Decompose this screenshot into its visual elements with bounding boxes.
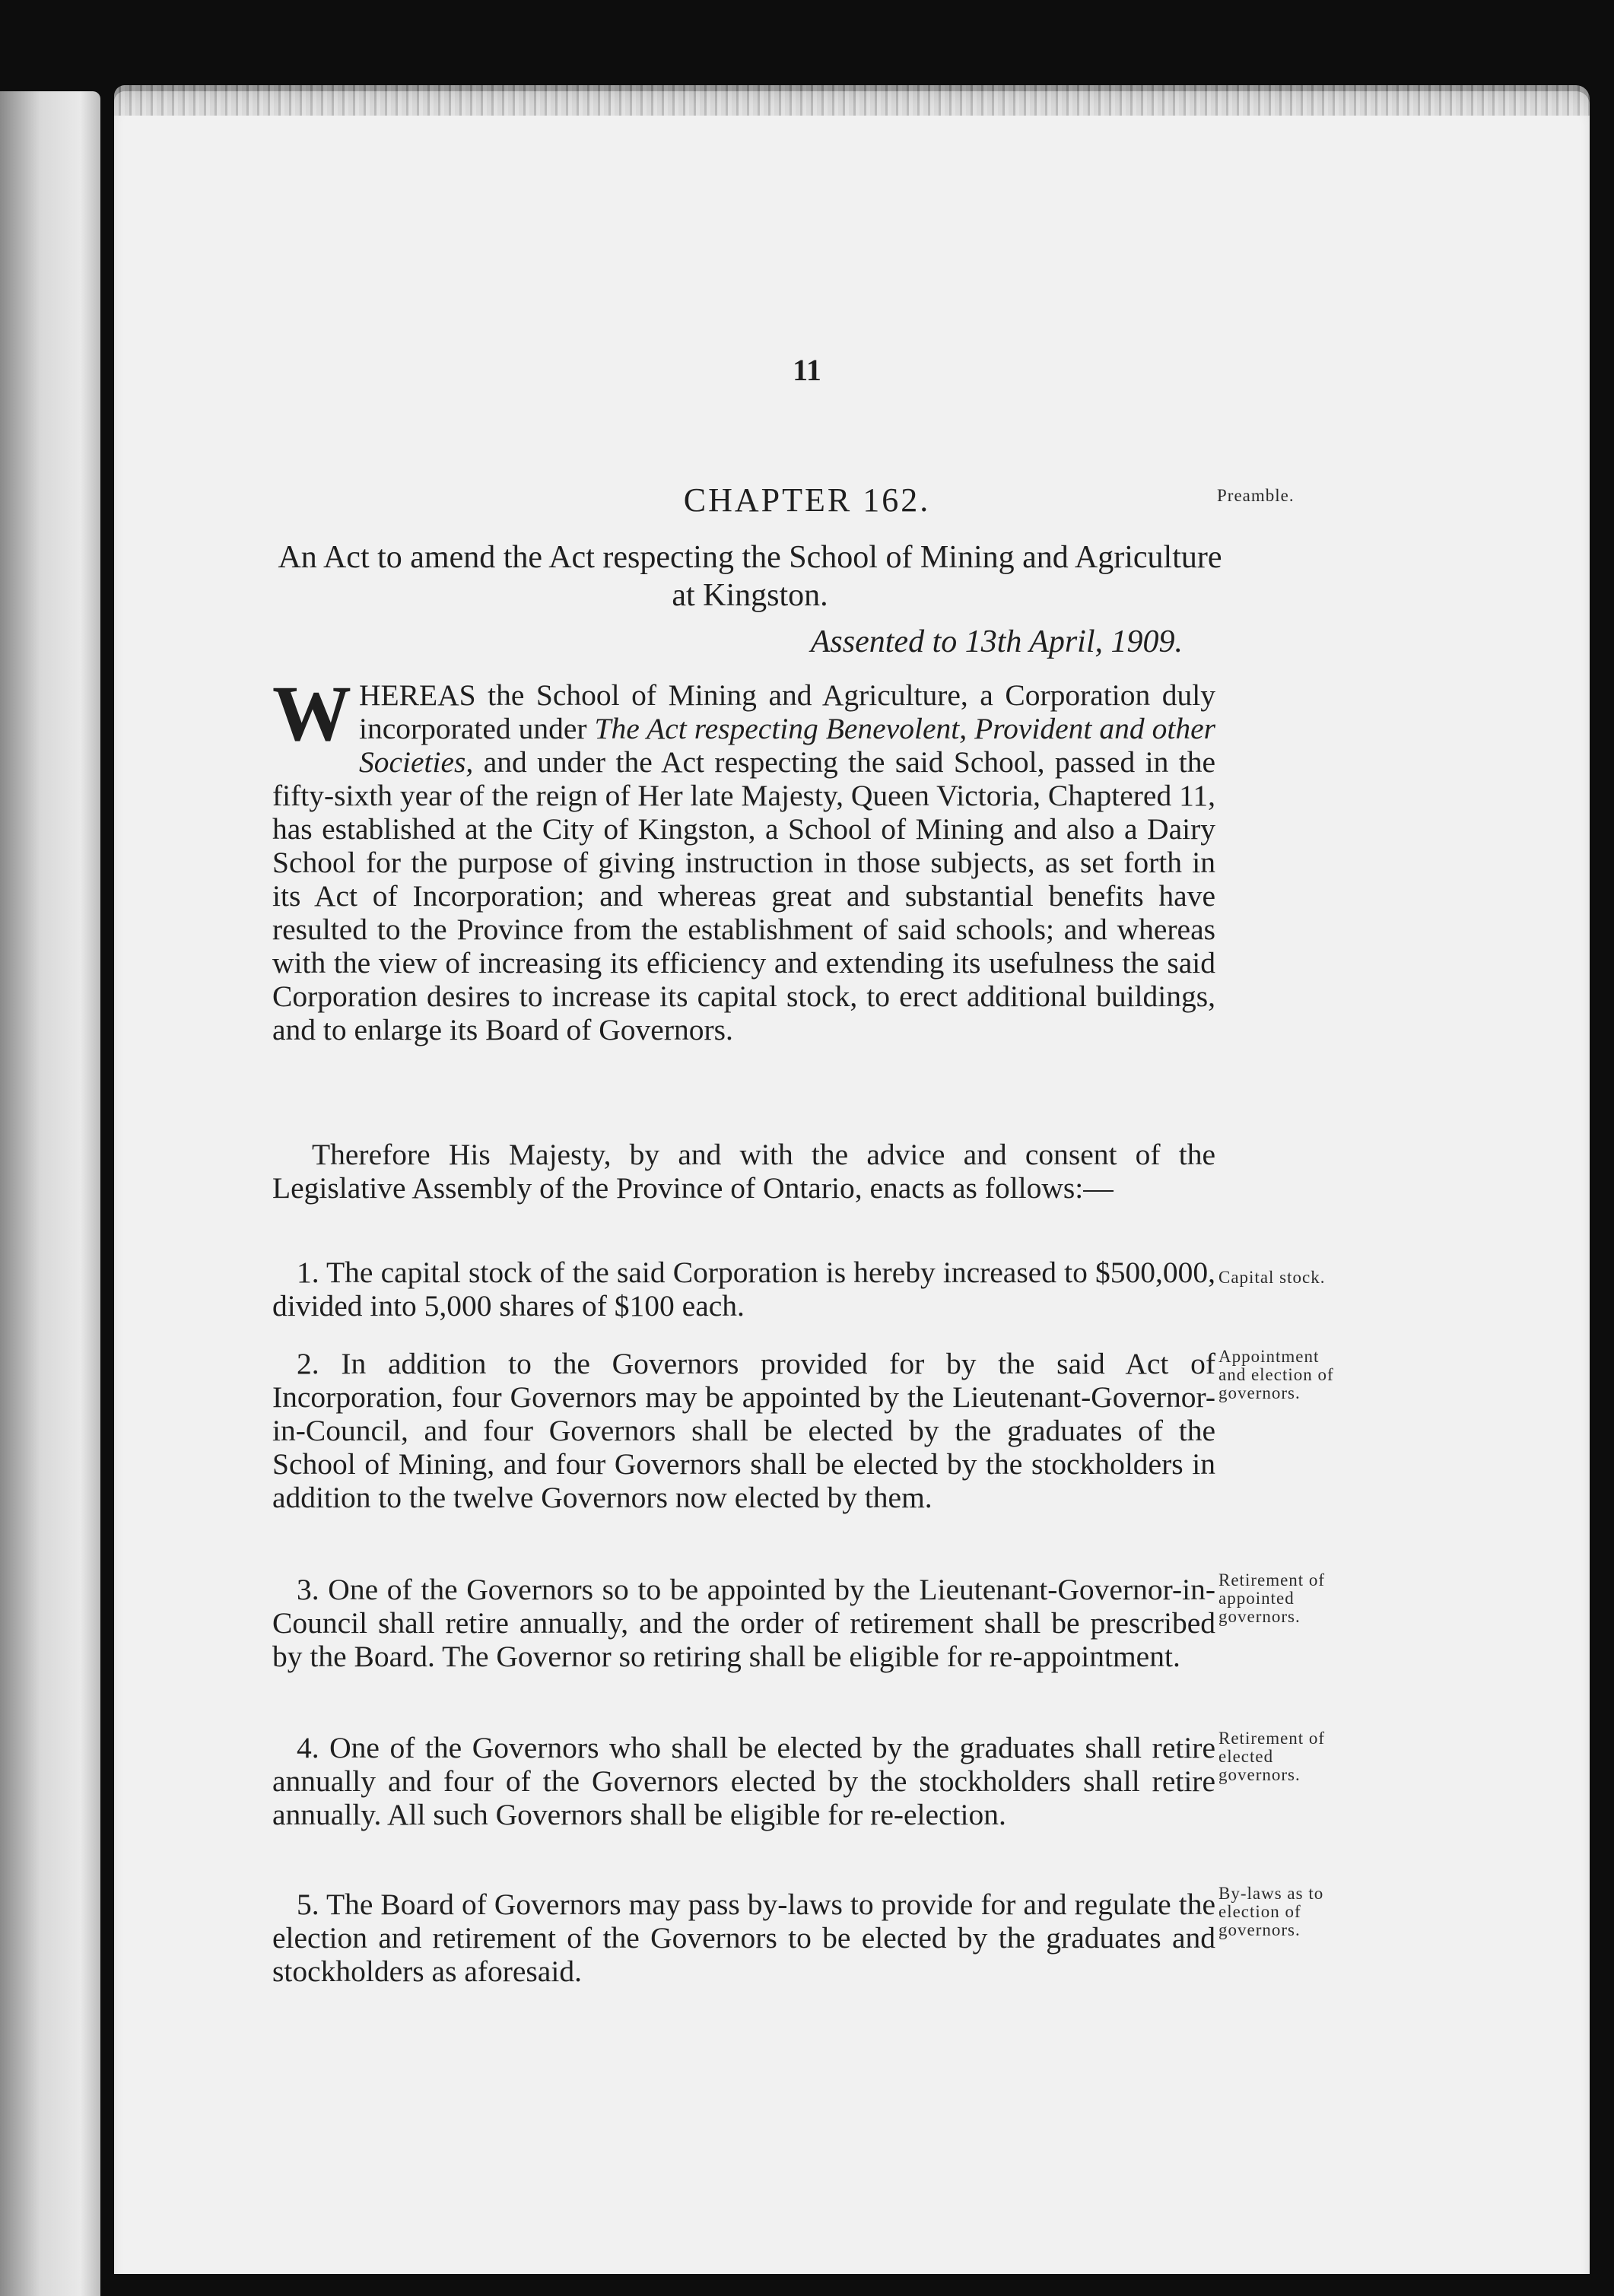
marginal-note-line: governors. <box>1218 1607 1301 1626</box>
enacting-clause: Therefore His Majesty, by and with the advice and consent of the Legislative Assembly of the Province of Ontario, enacts as follows:— <box>272 1138 1215 1205</box>
marginal-note-line: election of <box>1218 1902 1301 1921</box>
marginal-note-bylaws <box>1218 1885 1323 1939</box>
marginal-note-retirement-elected <box>1218 1729 1325 1784</box>
marginal-note-line: By-laws as to <box>1218 1884 1324 1903</box>
page-top-edge <box>114 85 1590 116</box>
marginal-note-line: appointed <box>1218 1589 1295 1608</box>
drop-cap: W <box>272 670 351 757</box>
preamble-text-end: and under the Act respecting the said School, passed in the fifty-sixth year of the reign of Her late Majesty, Queen Victoria, Chaptered 11, has established at the City of Kingston, a School of Mining and also a Dairy School for the purpose of giving instruction in those subjects, as set forth in its Act of Incorporation; and whereas great and substantial benefits have resulted to the Province from the establishment of said schools; and whereas with the view of increasing its efficiency and extending its usefulness the said Corporation desires to increase its capital stock, to erect additional buildings, and to enlarge its Board of Governors. <box>272 745 1215 1046</box>
marginal-note-appointment <box>1218 1348 1334 1402</box>
marginal-note-line: Appointment <box>1218 1347 1320 1366</box>
preamble-italic-act-title: The Act respecting Benevolent, Provident and other Societies, <box>359 712 1215 779</box>
marginal-note-retirement-appointed <box>1218 1571 1325 1626</box>
previous-page-edge <box>0 91 100 2296</box>
section-3: 3. One of the Governors so to be appointed by the Lieutenant-Governor-in-Council shall retire annually, and the order of retirement shall be prescribed by the Board. The Governor so retiring shall be eligible for re-appointment. <box>272 1573 1215 1673</box>
marginal-note-line: governors. <box>1218 1765 1301 1784</box>
assent-line: Assented to 13th April, 1909. <box>810 624 1183 659</box>
section-5: 5. The Board of Governors may pass by-laws to provide for and regulate the election and retirement of the Governors to be elected by the graduates and stockholders as aforesaid. <box>272 1888 1215 1988</box>
preamble-text-start: HEREAS the School of Mining and Agriculture, a Corporation duly incorporated under <box>359 678 1215 745</box>
section-2: 2. In addition to the Governors provided for by the said Act of Incorporation, four Governors may be appointed by the Lieutenant-Governor-in-Council, and four Governors shall be elected by the graduates of the School of Mining, and four Governors shall be elected by the stockholders in addition to the twelve Governors now elected by them. <box>272 1347 1215 1514</box>
marginal-note-line: governors. <box>1218 1920 1301 1939</box>
marginal-note-line: and election of <box>1218 1365 1334 1384</box>
marginal-note-capital-stock: Capital stock. <box>1218 1268 1326 1287</box>
marginal-note-line: elected <box>1218 1747 1274 1766</box>
marginal-note-line: governors. <box>1218 1383 1301 1402</box>
section-1: 1. The capital stock of the said Corporation is hereby increased to $500,000, divided into 5,000 shares of $100 each. <box>272 1256 1215 1323</box>
preamble-paragraph <box>272 670 1215 1046</box>
marginal-note-line: Retirement of <box>1218 1570 1326 1589</box>
act-title: An Act to amend the Act respecting the School of Mining and Agriculture at Kingston. <box>278 540 1222 613</box>
page-number: 11 <box>793 353 821 387</box>
section-4: 4. One of the Governors who shall be elected by the graduates shall retire annually and four of the Governors elected by the stockholders shall retire annually. All such Governors shall be eligible for re-election. <box>272 1731 1215 1831</box>
marginal-note-preamble: Preamble. <box>1217 486 1295 505</box>
chapter-heading: CHAPTER 162. <box>683 481 931 519</box>
marginal-note-line: Retirement of <box>1218 1729 1326 1748</box>
